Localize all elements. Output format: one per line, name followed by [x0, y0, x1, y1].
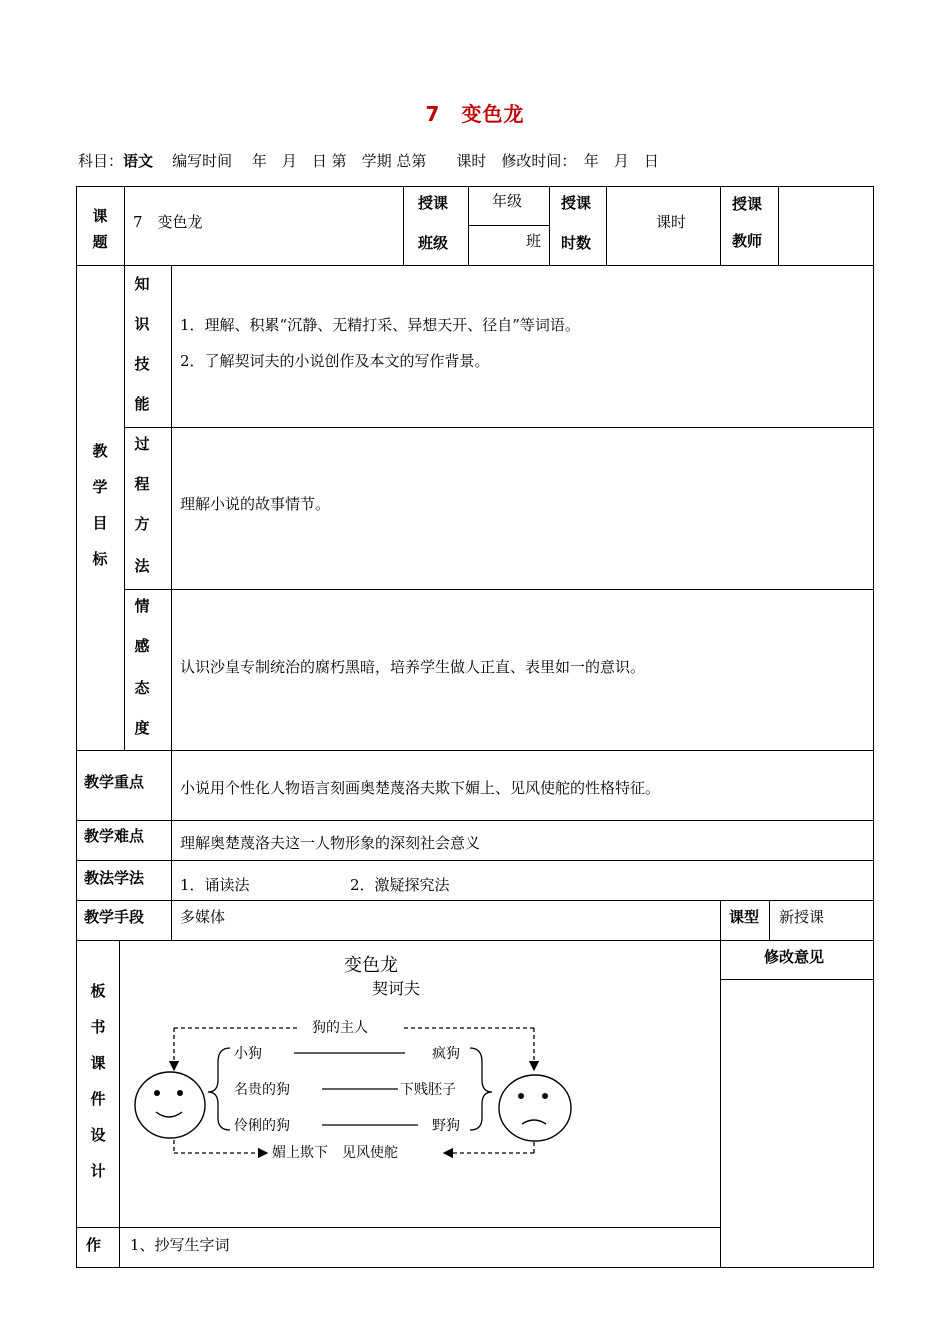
board-diagram	[122, 942, 718, 1226]
subject-label: 科目：	[78, 152, 124, 170]
methods-item-1: 1．诵读法	[180, 876, 250, 894]
board-label-3: 课	[90, 1054, 106, 1072]
row-3-left: 伶俐的狗	[234, 1118, 290, 1134]
row-2-left: 名贵的狗	[234, 1082, 290, 1098]
row-2-right: 下贱胚子	[400, 1082, 456, 1098]
knowledge-label-3: 技	[134, 355, 150, 373]
methods-label: 教法学法	[84, 869, 145, 887]
knowledge-label-2: 识	[134, 315, 150, 333]
knowledge-line-2: 2．了解契诃夫的小说创作及本文的写作背景。	[180, 352, 490, 370]
hours-label-1: 授课	[561, 194, 592, 212]
emotion-label-2: 感	[134, 637, 150, 655]
difficulties-label: 教学难点	[84, 827, 145, 845]
objectives-label-2: 学	[92, 478, 108, 496]
row-3-right: 野狗	[432, 1118, 460, 1134]
hours-label-2: 时数	[561, 234, 592, 252]
key-points-text: 小说用个性化人物语言刻画奥楚蔑洛夫欺下媚上、见风使舵的性格特征。	[180, 779, 661, 797]
objectives-label-4: 标	[92, 550, 108, 568]
emotion-text: 认识沙皇专制统治的腐朽黑暗，培养学生做人正直、表里如一的意识。	[180, 658, 646, 676]
board-label-5: 设	[90, 1126, 106, 1144]
bottom-arrow-label: 媚上欺下 见风使舵	[272, 1145, 398, 1161]
emotion-label-4: 度	[134, 719, 150, 737]
teacher-label-2: 教师	[732, 232, 763, 250]
grade-cell: 年级	[492, 192, 523, 210]
class-label-2: 班级	[418, 234, 449, 252]
knowledge-label-1: 知	[134, 275, 150, 293]
emotion-label-1: 情	[134, 597, 150, 615]
revise-label: 修改意见	[764, 948, 825, 966]
board-label-4: 件	[90, 1090, 106, 1108]
key-points-label: 教学重点	[84, 773, 145, 791]
page-title: 7 变色龙	[425, 102, 525, 126]
type-value: 新授课	[779, 908, 825, 926]
meta-rest: 编写时间 年 月 日 第 学期 总第 课时 修改时间： 年 月 日	[172, 152, 659, 170]
class-cell: 班	[526, 232, 542, 250]
knowledge-label-4: 能	[134, 395, 150, 413]
top-arrow-label: 狗的主人	[312, 1020, 368, 1036]
meta-line	[78, 150, 659, 171]
lesson-label-2: 题	[92, 233, 108, 251]
process-label-1: 过	[134, 435, 150, 453]
methods-item-2: 2．激疑探究法	[350, 876, 450, 894]
process-label-3: 方	[134, 515, 150, 533]
row-1-right: 疯狗	[432, 1046, 460, 1062]
process-label-4: 法	[134, 557, 150, 575]
emotion-label-3: 态	[134, 679, 150, 697]
class-label-1: 授课	[418, 194, 449, 212]
process-label-2: 程	[134, 475, 150, 493]
homework-text: 1、抄写生字词	[130, 1236, 230, 1254]
board-label-6: 计	[90, 1162, 106, 1180]
objectives-label-1: 教	[92, 442, 108, 460]
diagram-author: 契诃夫	[372, 979, 421, 998]
lesson-label-1: 课	[92, 207, 108, 225]
objectives-label-3: 目	[92, 514, 108, 532]
knowledge-line-1: 1．理解、积累“沉静、无精打采、异想天开、径自”等词语。	[180, 316, 580, 334]
means-label: 教学手段	[84, 908, 145, 926]
homework-label: 作	[86, 1236, 102, 1254]
board-label-1: 板	[90, 982, 106, 1000]
board-label-2: 书	[90, 1018, 106, 1036]
type-label: 课型	[729, 908, 760, 926]
difficulties-text: 理解奥楚蔑洛夫这一人物形象的深刻社会意义	[180, 834, 481, 852]
smiling-face-icon	[135, 1072, 205, 1138]
hours-cell: 课时	[656, 213, 687, 231]
diagram-title: 变色龙	[344, 955, 398, 976]
means-text: 多媒体	[180, 908, 226, 926]
teacher-label-1: 授课	[732, 195, 763, 213]
subject-value: 语文	[123, 152, 154, 170]
lesson-value: 7 变色龙	[133, 213, 203, 231]
frowning-face-icon	[499, 1075, 571, 1141]
process-text: 理解小说的故事情节。	[180, 495, 331, 513]
row-1-left: 小狗	[234, 1046, 262, 1062]
